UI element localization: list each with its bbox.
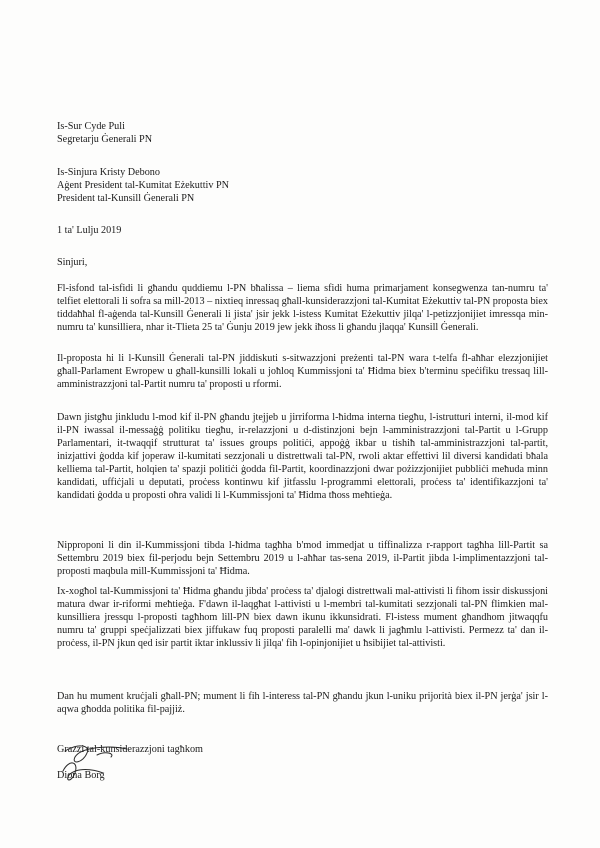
paragraph-6: Dan hu mument kruċjali għall-PN; mument li fih l-interess tal-PN għandu jkun l-uniku prijorità biex il-PN jerġa' jsir l-aqwa għodda politika fil-pajjiż. xyxy=(57,691,548,715)
recipient-2-role: Aġent President tal-Kumitat Eżekuttiv PN xyxy=(57,180,230,191)
date-text: 1 ta' Lulju 2019 xyxy=(57,225,122,236)
recipient-1-block xyxy=(57,120,547,146)
closing-text: Grazzi tal-kunsiderazzjoni tagħkom xyxy=(57,744,203,755)
paragraph-3: Dawn jistgħu jinkludu l-mod kif il-PN għandu jtejjeb u jirriforma l-ħidma interna tiegħu, l-istrutturi interni, il-mod kif il-PN iwassal il-messaġġ politiku tiegħu, ir-relazzjoni u d-distinzjoni bejn l-amministrazzjoni tal-Partit u l-Grupp Parlamentari, it-twaqqif strutturat ta' issues groups politiċi, appoġġ ikbar u tishiħ tal-amministrazzjoni tal-partit, inizjattivi ġodda kif joperaw il-kumitati sezzjonali u distrettwali tal-PN, rwoli aktar effettivi lil diversi kandidati bħala kelliema tal-Partit, holqien ta' spazji politiċi ġodda fil-Partit, koordinazzjoni dwar pożizzjonijiet pubbliċi meħuda minn kandidati, uffiċjali u deputati, proċess kontinwu kif jitfasslu l-programmi elettorali, proċess ta' identifikazzjoni ta' kandidati ġodda u proposti oħra validi li l-Kummissjoni ta' Ħidma tħoss meħtieġa. xyxy=(57,412,548,501)
salutation xyxy=(57,256,547,269)
recipient-2-name: Is-Sinjura Kristy Debono xyxy=(57,167,160,178)
paragraph-4: Nipproponi li din il-Kummissjoni tibda l-ħidma tagħha b'mod immedjat u tiffinalizza r-rapport tagħha lill-Partit sa Settembru 2019 biex fil-perjodu bejn Settembru 2019 u l-aħħar tas-sena 2019, il-Partit jibda l-implimentazzjoni tal-proposti maqbula mill-Kummissjoni ta' Ħidma. xyxy=(57,540,548,577)
recipient-1-name: Is-Sur Cyde Puli xyxy=(57,121,125,132)
signature-block xyxy=(57,741,317,789)
recipient-2-block xyxy=(57,166,547,205)
signature-name: Diona Borg xyxy=(57,770,105,781)
recipient-2-role-2: President tal-Kunsill Ġenerali PN xyxy=(57,193,195,204)
paragraph-1: Fl-isfond tal-isfidi li għandu quddiemu l-PN bħalissa – liema sfidi huma primarjament konsegwenza tan-numru ta' telfiet elettorali li sofra sa mill-2013 – nixtieq inressaq għall-kunsiderazzjoni tal-Kumitat Eżekuttiv tal-PN proposta biex tiddaħħal fl-aġenda tal-Kunsill Ġenerali li jista' jsir jekk l-istess Kumitat Eżekuttiv jilqa' l-petizzjonijiet imressqa min-numru ta' kunsilliera, nhar it-Tlieta 25 ta' Ġunju 2019 jew jekk iħoss li għandu jlaqqa' Kunsill Ġenerali. xyxy=(57,283,548,333)
recipient-1-role: Segretarju Ġenerali PN xyxy=(57,134,153,145)
paragraph-5: Ix-xogħol tal-Kummissjoni ta' Ħidma għandu jibda' proċess ta' djalogi distrettwali mal-attivisti li fihom issir diskussjoni matura dwar ir-riformi meħtieġa. F'dawn il-laqgħat l-attivisti u l-membri tal-kumitati sezzjonali tal-PN flimkien mal-kunsilliera jressqu l-proposti tagħhom lill-PN biex dawn ikunu ikkunsidrati. Fl-istess mument għandhom jitwaqqfu numru ta' gruppi speċjalizzati biex jiffukaw fuq proposti paralelli ma' dawk li jagħmlu l-attivisti. Permezz ta' dan il-proċess, il-PN jkun qed isir partit iktar inklussiv li jilqa' fih l-opinjonijiet u ħsibijiet tal-attivisti. xyxy=(57,586,548,649)
paragraph-2: Il-proposta hi li l-Kunsill Ġenerali tal-PN jiddiskuti s-sitwazzjoni preżenti tal-PN wara t-telfa fl-aħħar elezzjonijiet għall-Parlament Ewropew u għall-kunsilli lokali u joħloq Kummissjoni ta' Ħidma biex b'terminu speċifiku tressaq lill-amministrazzjoni tal-Partit numru ta' proposti u rformi. xyxy=(57,353,548,390)
salutation-text: Sinjuri, xyxy=(57,257,88,268)
letter-date xyxy=(57,224,547,237)
